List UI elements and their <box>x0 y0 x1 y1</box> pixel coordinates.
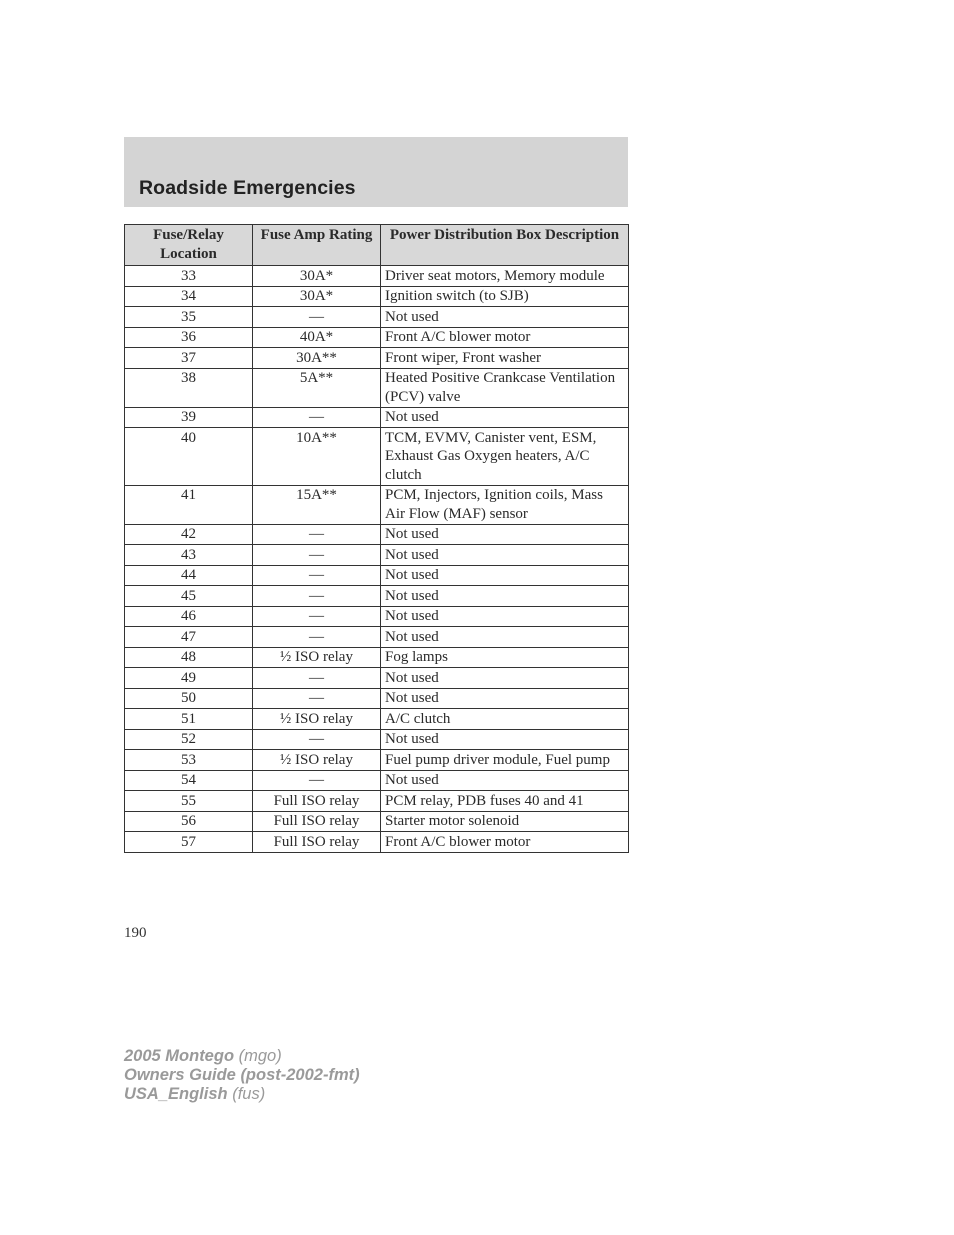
fuse-location-cell: 52 <box>125 729 253 750</box>
description-cell: Not used <box>381 307 629 328</box>
description-cell: Not used <box>381 668 629 689</box>
fuse-location-cell: 49 <box>125 668 253 689</box>
footer-line-1 <box>124 1047 360 1066</box>
description-cell: Not used <box>381 545 629 566</box>
column-header-amp-rating: Fuse Amp Rating <box>253 225 381 266</box>
description-cell: A/C clutch <box>381 709 629 730</box>
amp-rating-cell: 10A** <box>253 428 381 486</box>
amp-rating-cell: — <box>253 688 381 709</box>
amp-rating-cell: — <box>253 668 381 689</box>
amp-rating-cell: ½ ISO relay <box>253 647 381 668</box>
table-row <box>125 832 629 853</box>
amp-rating-cell: — <box>253 586 381 607</box>
description-cell: Ignition switch (to SJB) <box>381 286 629 307</box>
fuse-location-cell: 53 <box>125 750 253 771</box>
table-row <box>125 750 629 771</box>
footer-language: USA_English <box>124 1085 228 1103</box>
amp-rating-cell: Full ISO relay <box>253 811 381 832</box>
description-cell: PCM relay, PDB fuses 40 and 41 <box>381 791 629 812</box>
document-footer <box>124 1047 360 1104</box>
description-cell: Not used <box>381 606 629 627</box>
fuse-location-cell: 41 <box>125 485 253 524</box>
description-cell: Not used <box>381 770 629 791</box>
fuse-location-cell: 48 <box>125 647 253 668</box>
footer-line-3 <box>124 1085 360 1104</box>
fuse-location-cell: 54 <box>125 770 253 791</box>
footer-model: 2005 Montego <box>124 1047 235 1065</box>
table-row <box>125 627 629 648</box>
description-cell: Not used <box>381 688 629 709</box>
amp-rating-cell: 40A* <box>253 327 381 348</box>
description-cell: Front wiper, Front washer <box>381 348 629 369</box>
description-cell: Starter motor solenoid <box>381 811 629 832</box>
footer-guide: Owners Guide (post-2002-fmt) <box>124 1066 360 1084</box>
column-header-location: Fuse/Relay Location <box>125 225 253 266</box>
description-cell: Fog lamps <box>381 647 629 668</box>
fuse-location-cell: 55 <box>125 791 253 812</box>
table-row <box>125 266 629 287</box>
page-number: 190 <box>124 925 147 941</box>
table-row <box>125 348 629 369</box>
fuse-table <box>124 224 629 853</box>
table-row <box>125 811 629 832</box>
amp-rating-cell: Full ISO relay <box>253 791 381 812</box>
amp-rating-cell: — <box>253 627 381 648</box>
table-row <box>125 709 629 730</box>
amp-rating-cell: 30A** <box>253 348 381 369</box>
fuse-location-cell: 57 <box>125 832 253 853</box>
footer-model-code: (mgo) <box>234 1047 282 1065</box>
table-row <box>125 688 629 709</box>
amp-rating-cell: ½ ISO relay <box>253 750 381 771</box>
fuse-location-cell: 34 <box>125 286 253 307</box>
description-cell: Not used <box>381 729 629 750</box>
fuse-location-cell: 38 <box>125 368 253 407</box>
table-row <box>125 327 629 348</box>
description-cell: Front A/C blower motor <box>381 832 629 853</box>
amp-rating-cell: — <box>253 770 381 791</box>
amp-rating-cell: 15A** <box>253 485 381 524</box>
description-cell: Not used <box>381 407 629 428</box>
fuse-table-body <box>125 266 629 853</box>
description-cell: Fuel pump driver module, Fuel pump <box>381 750 629 771</box>
description-cell: Not used <box>381 524 629 545</box>
fuse-location-cell: 39 <box>125 407 253 428</box>
description-cell: Not used <box>381 586 629 607</box>
amp-rating-cell: — <box>253 565 381 586</box>
table-row <box>125 368 629 407</box>
fuse-location-cell: 33 <box>125 266 253 287</box>
amp-rating-cell: — <box>253 729 381 750</box>
fuse-location-cell: 47 <box>125 627 253 648</box>
table-row <box>125 770 629 791</box>
table-row <box>125 428 629 486</box>
fuse-location-cell: 50 <box>125 688 253 709</box>
amp-rating-cell: — <box>253 545 381 566</box>
fuse-location-cell: 51 <box>125 709 253 730</box>
table-row <box>125 586 629 607</box>
fuse-location-cell: 42 <box>125 524 253 545</box>
description-cell: Driver seat motors, Memory module <box>381 266 629 287</box>
table-row <box>125 524 629 545</box>
fuse-location-cell: 43 <box>125 545 253 566</box>
amp-rating-cell: — <box>253 606 381 627</box>
description-cell: PCM, Injectors, Ignition coils, Mass Air Flow (MAF) sensor <box>381 485 629 524</box>
amp-rating-cell: 5A** <box>253 368 381 407</box>
amp-rating-cell: 30A* <box>253 266 381 287</box>
description-cell: Heated Positive Crankcase Ventilation (PCV) valve <box>381 368 629 407</box>
amp-rating-cell: 30A* <box>253 286 381 307</box>
fuse-location-cell: 46 <box>125 606 253 627</box>
column-header-description: Power Distribution Box Description <box>381 225 629 266</box>
table-row <box>125 407 629 428</box>
fuse-location-cell: 45 <box>125 586 253 607</box>
description-cell: Front A/C blower motor <box>381 327 629 348</box>
table-row <box>125 668 629 689</box>
table-row <box>125 565 629 586</box>
fuse-location-cell: 56 <box>125 811 253 832</box>
table-row <box>125 545 629 566</box>
fuse-location-cell: 36 <box>125 327 253 348</box>
amp-rating-cell: Full ISO relay <box>253 832 381 853</box>
table-header-row <box>125 225 629 266</box>
fuse-location-cell: 35 <box>125 307 253 328</box>
amp-rating-cell: ½ ISO relay <box>253 709 381 730</box>
table-row <box>125 286 629 307</box>
footer-language-code: (fus) <box>227 1085 266 1103</box>
table-row <box>125 791 629 812</box>
fuse-location-cell: 37 <box>125 348 253 369</box>
fuse-location-cell: 44 <box>125 565 253 586</box>
footer-line-2 <box>124 1066 360 1085</box>
amp-rating-cell: — <box>253 407 381 428</box>
table-row <box>125 729 629 750</box>
amp-rating-cell: — <box>253 307 381 328</box>
section-title: Roadside Emergencies <box>139 177 356 199</box>
description-cell: TCM, EVMV, Canister vent, ESM, Exhaust Gas Oxygen heaters, A/C clutch <box>381 428 629 486</box>
table-row <box>125 307 629 328</box>
table-row <box>125 647 629 668</box>
table-row <box>125 606 629 627</box>
description-cell: Not used <box>381 565 629 586</box>
table-row <box>125 485 629 524</box>
fuse-location-cell: 40 <box>125 428 253 486</box>
amp-rating-cell: — <box>253 524 381 545</box>
section-header-band <box>124 137 628 207</box>
description-cell: Not used <box>381 627 629 648</box>
